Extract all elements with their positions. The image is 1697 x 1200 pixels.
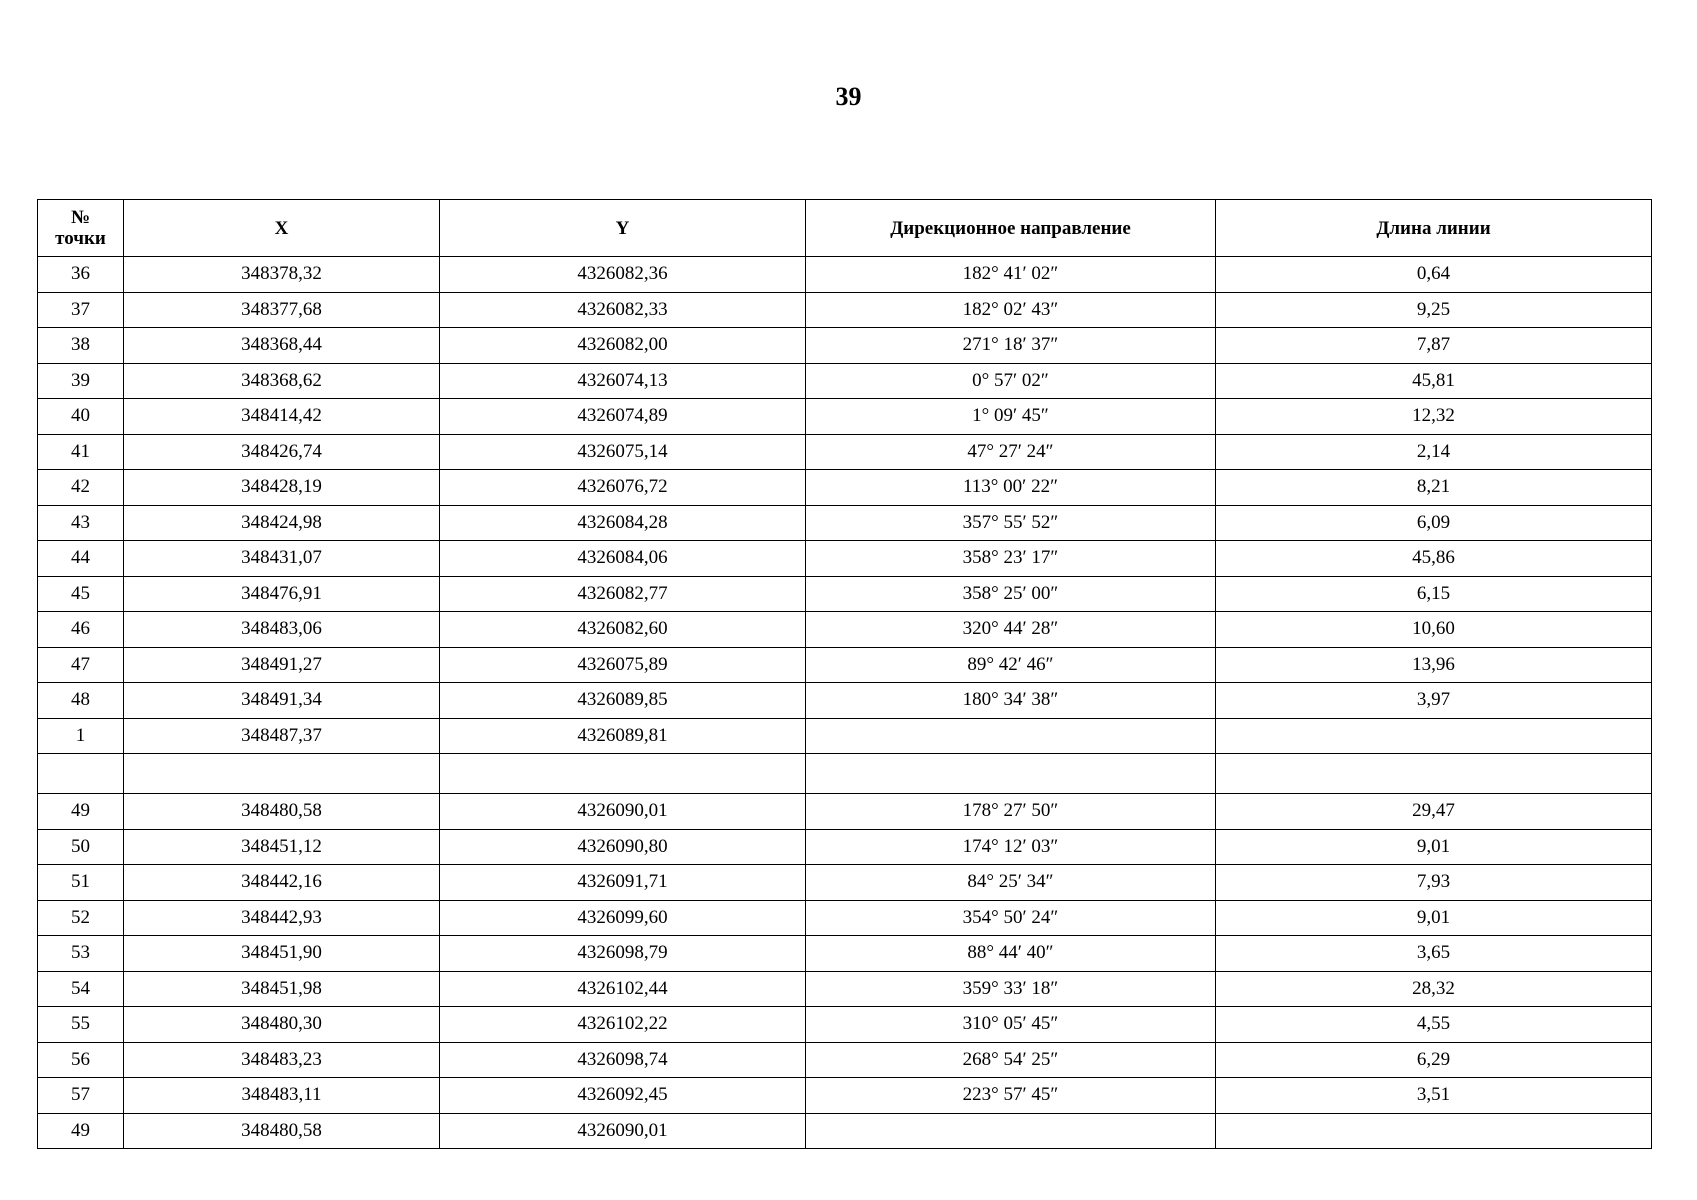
table-row (38, 576, 1652, 612)
header-point-number-line2: точки (55, 228, 106, 249)
header-point-number (38, 200, 124, 257)
table-row (38, 470, 1652, 506)
cell-point-number: 56 (38, 1042, 124, 1078)
cell-point-number: 57 (38, 1078, 124, 1114)
table-header-row (38, 200, 1652, 257)
cell-direction: 320° 44′ 28″ (806, 612, 1216, 648)
cell-direction: 271° 18′ 37″ (806, 328, 1216, 364)
cell-y: 4326074,89 (440, 399, 806, 435)
cell-length: 3,65 (1216, 936, 1652, 972)
cell-y: 4326099,60 (440, 900, 806, 936)
cell-direction: 89° 42′ 46″ (806, 647, 1216, 683)
cell-direction: 358° 23′ 17″ (806, 541, 1216, 577)
cell-length: 6,09 (1216, 505, 1652, 541)
cell-x (124, 754, 440, 794)
cell-direction: 268° 54′ 25″ (806, 1042, 1216, 1078)
cell-direction: 310° 05′ 45″ (806, 1007, 1216, 1043)
cell-length: 45,81 (1216, 363, 1652, 399)
cell-point-number: 44 (38, 541, 124, 577)
cell-direction: 47° 27′ 24″ (806, 434, 1216, 470)
table-spacer-row (38, 754, 1652, 794)
header-point-number-line1: № (70, 207, 91, 228)
cell-x: 348414,42 (124, 399, 440, 435)
cell-length: 45,86 (1216, 541, 1652, 577)
cell-point-number: 45 (38, 576, 124, 612)
table-row (38, 1042, 1652, 1078)
cell-point-number: 1 (38, 718, 124, 754)
cell-point-number: 49 (38, 794, 124, 830)
cell-x: 348424,98 (124, 505, 440, 541)
cell-x: 348480,58 (124, 794, 440, 830)
cell-direction (806, 718, 1216, 754)
cell-length (1216, 718, 1652, 754)
cell-y: 4326082,77 (440, 576, 806, 612)
cell-length: 9,01 (1216, 829, 1652, 865)
cell-length: 6,15 (1216, 576, 1652, 612)
table-row (38, 718, 1652, 754)
cell-length: 3,97 (1216, 683, 1652, 719)
cell-length: 7,87 (1216, 328, 1652, 364)
cell-point-number: 51 (38, 865, 124, 901)
table-row (38, 612, 1652, 648)
cell-direction: 88° 44′ 40″ (806, 936, 1216, 972)
table-row (38, 936, 1652, 972)
cell-point-number: 47 (38, 647, 124, 683)
cell-x: 348480,30 (124, 1007, 440, 1043)
cell-y: 4326084,28 (440, 505, 806, 541)
cell-y: 4326090,80 (440, 829, 806, 865)
cell-direction: 180° 34′ 38″ (806, 683, 1216, 719)
cell-direction: 182° 41′ 02″ (806, 257, 1216, 293)
cell-x: 348483,06 (124, 612, 440, 648)
cell-point-number: 42 (38, 470, 124, 506)
page-number: 39 (835, 82, 862, 111)
cell-y: 4326090,01 (440, 794, 806, 830)
cell-point-number: 50 (38, 829, 124, 865)
table-row (38, 829, 1652, 865)
cell-x: 348368,62 (124, 363, 440, 399)
cell-point-number: 36 (38, 257, 124, 293)
cell-y: 4326074,13 (440, 363, 806, 399)
cell-y: 4326075,89 (440, 647, 806, 683)
table-row (38, 1078, 1652, 1114)
cell-length: 4,55 (1216, 1007, 1652, 1043)
cell-point-number: 38 (38, 328, 124, 364)
cell-point-number: 37 (38, 292, 124, 328)
header-y: Y (440, 200, 806, 257)
cell-y: 4326098,79 (440, 936, 806, 972)
table-row (38, 794, 1652, 830)
cell-length: 0,64 (1216, 257, 1652, 293)
cell-direction: 357° 55′ 52″ (806, 505, 1216, 541)
cell-point-number: 41 (38, 434, 124, 470)
cell-direction: 178° 27′ 50″ (806, 794, 1216, 830)
cell-length: 9,01 (1216, 900, 1652, 936)
cell-length (1216, 754, 1652, 794)
cell-x: 348368,44 (124, 328, 440, 364)
cell-y: 4326092,45 (440, 1078, 806, 1114)
cell-x: 348431,07 (124, 541, 440, 577)
cell-x: 348442,16 (124, 865, 440, 901)
cell-direction: 223° 57′ 45″ (806, 1078, 1216, 1114)
cell-y: 4326090,01 (440, 1113, 806, 1149)
cell-y: 4326098,74 (440, 1042, 806, 1078)
cell-y: 4326102,22 (440, 1007, 806, 1043)
cell-y: 4326082,00 (440, 328, 806, 364)
table-row (38, 971, 1652, 1007)
cell-x: 348426,74 (124, 434, 440, 470)
cell-direction (806, 1113, 1216, 1149)
cell-x: 348428,19 (124, 470, 440, 506)
cell-direction: 358° 25′ 00″ (806, 576, 1216, 612)
cell-y: 4326089,85 (440, 683, 806, 719)
cell-y: 4326091,71 (440, 865, 806, 901)
cell-direction: 84° 25′ 34″ (806, 865, 1216, 901)
cell-length: 8,21 (1216, 470, 1652, 506)
cell-y: 4326082,60 (440, 612, 806, 648)
table-row (38, 900, 1652, 936)
cell-x: 348377,68 (124, 292, 440, 328)
cell-point-number: 48 (38, 683, 124, 719)
cell-direction (806, 754, 1216, 794)
table-row (38, 399, 1652, 435)
cell-length: 3,51 (1216, 1078, 1652, 1114)
cell-direction: 174° 12′ 03″ (806, 829, 1216, 865)
table-row (38, 257, 1652, 293)
cell-point-number (38, 754, 124, 794)
cell-length: 9,25 (1216, 292, 1652, 328)
cell-point-number: 53 (38, 936, 124, 972)
cell-length: 29,47 (1216, 794, 1652, 830)
cell-direction: 182° 02′ 43″ (806, 292, 1216, 328)
table-row (38, 434, 1652, 470)
table-row (38, 541, 1652, 577)
cell-y: 4326089,81 (440, 718, 806, 754)
header-length: Длина линии (1216, 200, 1652, 257)
cell-point-number: 55 (38, 1007, 124, 1043)
cell-direction: 359° 33′ 18″ (806, 971, 1216, 1007)
header-direction: Дирекционное направление (806, 200, 1216, 257)
table-row (38, 647, 1652, 683)
cell-point-number: 39 (38, 363, 124, 399)
cell-length: 7,93 (1216, 865, 1652, 901)
table-row (38, 363, 1652, 399)
cell-length: 2,14 (1216, 434, 1652, 470)
cell-x: 348491,34 (124, 683, 440, 719)
cell-direction: 0° 57′ 02″ (806, 363, 1216, 399)
coordinates-table (37, 199, 1652, 1149)
cell-point-number: 52 (38, 900, 124, 936)
cell-x: 348480,58 (124, 1113, 440, 1149)
table-row (38, 1007, 1652, 1043)
cell-y: 4326075,14 (440, 434, 806, 470)
cell-point-number: 43 (38, 505, 124, 541)
cell-y: 4326102,44 (440, 971, 806, 1007)
cell-x: 348487,37 (124, 718, 440, 754)
table-body (38, 257, 1652, 1149)
cell-length: 6,29 (1216, 1042, 1652, 1078)
cell-direction: 1° 09′ 45″ (806, 399, 1216, 435)
cell-length: 12,32 (1216, 399, 1652, 435)
cell-x: 348476,91 (124, 576, 440, 612)
cell-y: 4326082,33 (440, 292, 806, 328)
cell-x: 348451,90 (124, 936, 440, 972)
cell-point-number: 40 (38, 399, 124, 435)
cell-x: 348451,12 (124, 829, 440, 865)
table-row (38, 328, 1652, 364)
cell-x: 348442,93 (124, 900, 440, 936)
cell-length: 28,32 (1216, 971, 1652, 1007)
cell-point-number: 49 (38, 1113, 124, 1149)
cell-point-number: 46 (38, 612, 124, 648)
table-row (38, 865, 1652, 901)
cell-x: 348483,11 (124, 1078, 440, 1114)
cell-length: 13,96 (1216, 647, 1652, 683)
table-row (38, 683, 1652, 719)
cell-y (440, 754, 806, 794)
table-row (38, 505, 1652, 541)
header-x: X (124, 200, 440, 257)
cell-y: 4326084,06 (440, 541, 806, 577)
cell-x: 348451,98 (124, 971, 440, 1007)
cell-y: 4326076,72 (440, 470, 806, 506)
table-row (38, 292, 1652, 328)
cell-length (1216, 1113, 1652, 1149)
cell-length: 10,60 (1216, 612, 1652, 648)
cell-point-number: 54 (38, 971, 124, 1007)
cell-y: 4326082,36 (440, 257, 806, 293)
table-row (38, 1113, 1652, 1149)
cell-x: 348378,32 (124, 257, 440, 293)
cell-x: 348483,23 (124, 1042, 440, 1078)
cell-direction: 113° 00′ 22″ (806, 470, 1216, 506)
cell-direction: 354° 50′ 24″ (806, 900, 1216, 936)
cell-x: 348491,27 (124, 647, 440, 683)
